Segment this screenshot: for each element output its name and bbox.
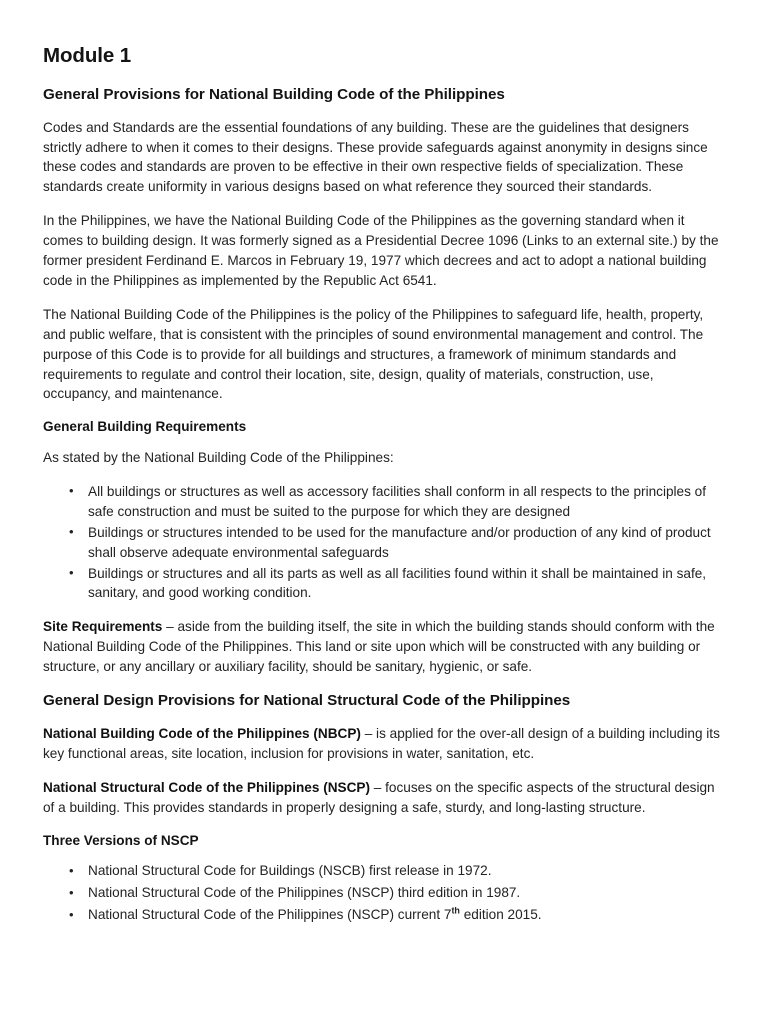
section-heading-general-design-provisions: General Design Provisions for National Structural Code of the Philippines <box>43 692 571 710</box>
version-superscript: th <box>451 905 460 916</box>
site-requirements-text: – aside from the building itself, the site in which the building stands should conform with the National Building Code of the Philippines. This land or site upon which will be constructed with any building or structure, or any ancillary or auxiliary facility, should be sanitary, hygienic, or safe. <box>43 619 715 675</box>
version-text: National Structural Code of the Philippines (NSCP) current 7 <box>88 907 452 923</box>
list-item: • All buildings or structures as well as accessory facilities shall conform in all respects to the principles of safe construction and must be suited to the purpose for which they are designed <box>43 482 722 522</box>
paragraph-site-requirements <box>43 617 722 677</box>
version-text: National Structural Code of the Philippines (NSCP) third edition in 1987. <box>88 885 521 901</box>
version-suffix: edition 2015. <box>459 907 542 923</box>
list-item: • Buildings or structures intended to be used for the manufacture and/or production of any kind of product shall observe adequate environmental safeguards <box>43 523 722 563</box>
nbcp-text: – is applied for the over-all design of a building including its key functional areas, site location, inclusion for provisions in water, sanitation, etc. <box>43 726 720 762</box>
paragraph-as-stated-by: As stated by the National Building Code of the Philippines: <box>43 450 394 466</box>
list-item: • Buildings or structures and all its parts as well as all facilities found within it shall be maintained in safe, sanitary, and good working condition. <box>43 564 722 604</box>
list-nscp-versions <box>43 861 722 925</box>
subheading-three-versions-of-nscp: Three Versions of NSCP <box>43 832 199 848</box>
paragraph-philippines-nbcp: In the Philippines, we have the National Building Code of the Philippines as the governing standard when it comes to building design. It was formerly signed as a Presidential Decree 1096 (Links to an external site.) by the former president Ferdinand E. Marcos in February 19, 1977 which decrees and act to adopt a national building code in the Philippines as implemented by the Republic Act 6541. <box>43 213 719 288</box>
list-item <box>43 905 722 925</box>
nbcp-label: National Building Code of the Philippines (NBCP) <box>43 726 361 742</box>
paragraph-nscp <box>43 778 722 818</box>
list-general-building-requirements <box>43 482 722 603</box>
nscp-label: National Structural Code of the Philippines (NSCP) <box>43 779 371 795</box>
paragraph-nbcp <box>43 724 722 764</box>
page-title: Module 1 <box>43 44 132 67</box>
paragraph-policy-purpose: The National Building Code of the Philippines is the policy of the Philippines to safeguard life, health, property, and public welfare, that is consistent with the principles of sound environmental management and control. The purpose of this Code is to provide for all buildings and structures, a framework of minimum standards and requirements to regulate and control their location, site, design, quality of materials, construction, use, occupancy, and maintenance. <box>43 306 704 402</box>
nscp-text: – focuses on the specific aspects of the structural design of a building. This provides standards in properly designing a safe, sturdy, and long-lasting structure. <box>43 779 715 815</box>
paragraph-codes-and-standards: Codes and Standards are the essential foundations of any building. These are the guidelines that designers strictly adhere to when it comes to their designs. These provide safeguards against anonymity in designs since these codes and standards are proven to be effective in their own respective fields of specialization. These standards create uniformity in various designs based on what reference they sourced their standards. <box>43 119 708 195</box>
subheading-general-building-requirements: General Building Requirements <box>43 419 247 435</box>
list-item <box>43 861 722 881</box>
section-heading-general-provisions: General Provisions for National Building Code of the Philippines <box>43 85 505 103</box>
version-text: National Structural Code for Buildings (NSCB) first release in 1972. <box>88 863 492 879</box>
site-requirements-label: Site Requirements <box>43 619 163 635</box>
list-item <box>43 883 722 903</box>
